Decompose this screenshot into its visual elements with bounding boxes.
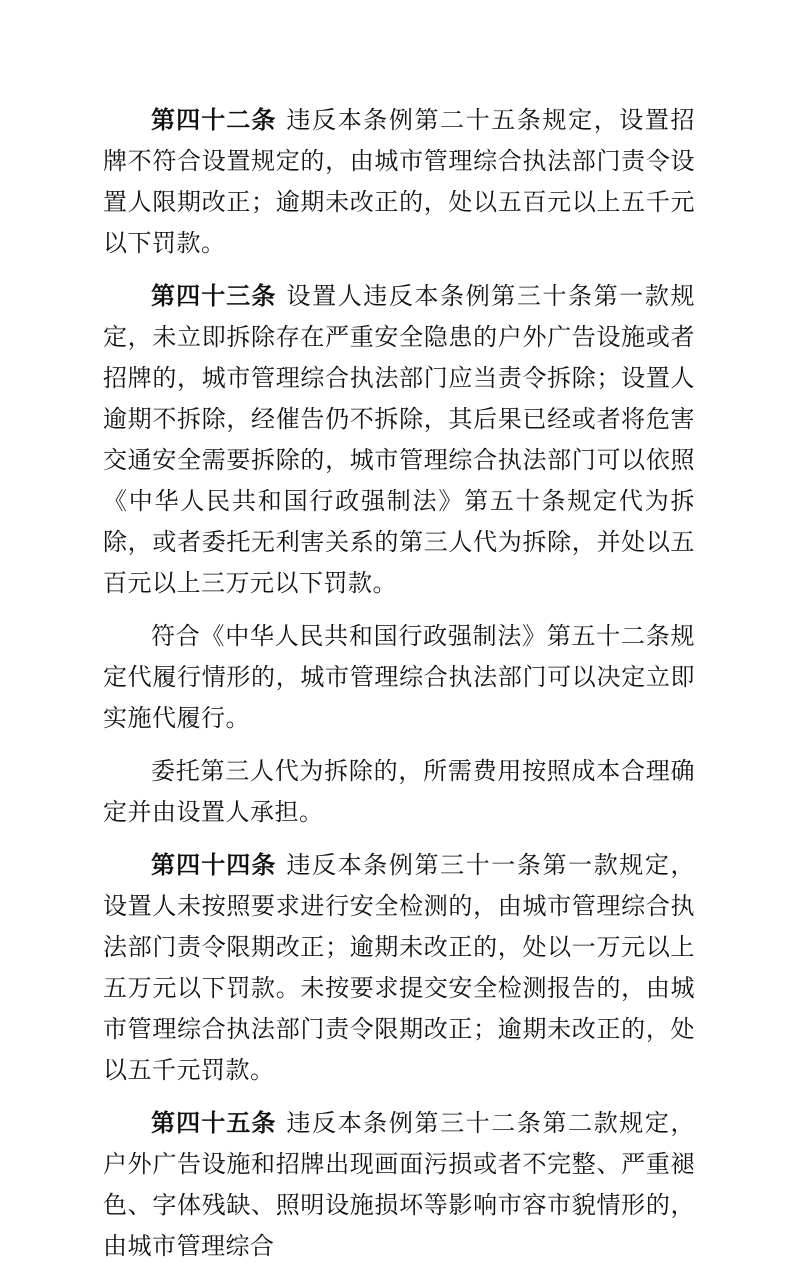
article-text: 违反本条例第三十一条第一款规定，设置人未按照要求进行安全检测的，由城市管理综合执法部门责令限期改正；逾期未改正的，处以一万元以上五万元以下罚款。未按要求提交安全检测报告的，由城市管理综合执法部门责令限期改正；逾期未改正的，处以五千元罚款。 xyxy=(103,851,695,1084)
article-text: 违反本条例第三十二条第二款规定，户外广告设施和招牌出现画面污损或者不完整、严重褪色、字体残缺、照明设施损坏等影响市容市貌情形的，由城市管理综合 xyxy=(103,1109,695,1260)
article-heading: 第四十四条 xyxy=(151,851,277,879)
article-42 xyxy=(103,100,695,264)
article-43 xyxy=(103,276,695,604)
article-44 xyxy=(103,845,695,1091)
paragraph-text: 符合《中华人民共和国行政强制法》第五十二条规定代履行情形的，城市管理综合执法部门可以决定立即实施代履行。 xyxy=(103,622,695,732)
article-heading: 第四十三条 xyxy=(151,282,277,310)
article-heading: 第四十五条 xyxy=(151,1109,277,1137)
article-43-paragraph-3 xyxy=(103,751,695,833)
article-heading: 第四十二条 xyxy=(151,106,277,134)
article-text: 设置人违反本条例第三十条第一款规定，未立即拆除存在严重安全隐患的户外广告设施或者招牌的，城市管理综合执法部门应当责令拆除；设置人逾期不拆除，经催告仍不拆除，其后果已经或者将危害交通安全需要拆除的，城市管理综合执法部门可以依照《中华人民共和国行政强制法》第五十条规定代为拆除，或者委托无利害关系的第三人代为拆除，并处以五百元以上三万元以下罚款。 xyxy=(103,282,695,597)
article-43-paragraph-2 xyxy=(103,616,695,739)
article-45 xyxy=(103,1103,695,1267)
paragraph-text: 委托第三人代为拆除的，所需费用按照成本合理确定并由设置人承担。 xyxy=(103,757,695,826)
article-text: 违反本条例第二十五条规定，设置招牌不符合设置规定的，由城市管理综合执法部门责令设置人限期改正；逾期未改正的，处以五百元以上五千元以下罚款。 xyxy=(103,106,695,257)
document-page xyxy=(103,100,695,1279)
